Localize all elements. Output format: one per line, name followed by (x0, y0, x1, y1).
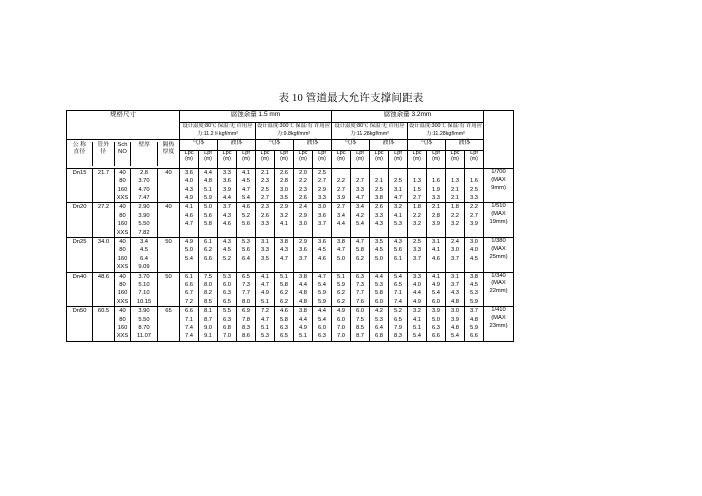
cell-value-2: 4.3 4.5 5.2 (218, 238, 237, 273)
cell-value-6: 2.9 3.6 3.7 (294, 238, 313, 273)
table-row (67, 238, 514, 273)
cell-value-11: 4.3 5.6 6.1 (389, 238, 408, 273)
cell-wall: 3.90 5.50 8.70 11.07 (131, 307, 158, 342)
cell-wall: 3.70 5.10 7.10 10.15 (131, 272, 158, 307)
cell-note: 1/380 (MAX 25mm) (484, 238, 514, 273)
cell-value-13: 3.1 4.1 4.6 (427, 238, 446, 273)
cell-value-12: 3.3 4.0 4.4 4.9 (408, 272, 427, 307)
cell-value-2: 5.3 6.0 6.3 6.5 (218, 272, 237, 307)
cell-value-5: 2.6 2.8 3.0 3.5 (275, 168, 294, 203)
cell-sch: 40 80 160 XXS (115, 272, 131, 307)
cell-value-2: 3.3 3.6 3.9 4.4 (218, 168, 237, 203)
cell-value-0: 4.9 5.0 5.4 (180, 238, 199, 273)
phase-7: 气体 (408, 139, 446, 150)
cell-value-13: 3.9 5.0 6.3 6.6 (427, 307, 446, 342)
cell-value-11: 3.2 4.1 5.3 (389, 203, 408, 238)
page-title: 表 10 管道最大允许支撑间距表 (278, 93, 424, 104)
cell-value-15: 2.2 2.7 3.9 (465, 203, 484, 238)
cell-value-8: 2.2 2.7 3.9 (332, 168, 351, 203)
cell-value-4: 4.1 4.7 4.9 5.1 (256, 272, 275, 307)
cell-value-14: 1.3 2.1 2.1 (446, 168, 465, 203)
cell-value-7: 4.4 5.4 6.0 6.3 (313, 307, 332, 342)
corrosion-group-1: 腐蚀余量 1.5 mm (180, 111, 332, 123)
cell-value-3: 6.9 7.8 8.3 8.6 (237, 307, 256, 342)
table-body (67, 168, 514, 341)
cell-dn: Dn20 (67, 203, 93, 238)
phase-6: 液体 (370, 139, 408, 150)
cell-value-15: 1.6 2.5 3.3 (465, 168, 484, 203)
cell-value-0: 3.6 4.0 4.3 4.9 (180, 168, 199, 203)
cell-wall: 3.4 4.5 6.4 9.09 (131, 238, 158, 273)
cell-value-0: 6.1 6.6 6.7 7.2 (180, 272, 199, 307)
cell-note: 1/510 (MAX 19mm) (484, 203, 514, 238)
phase-2: 液体 (218, 139, 256, 150)
cell-value-3: 4.6 5.2 5.6 (237, 203, 256, 238)
subheader-10: Lpc (m) (370, 150, 389, 168)
condition-1: 设计温度:80℃ 保温:无 许用应力:11.2８kgf/mm² (180, 123, 256, 140)
cell-value-11: 5.2 6.5 7.9 8.3 (389, 307, 408, 342)
table-row (67, 203, 514, 238)
cell-value-13: 2.1 2.8 3.9 (427, 203, 446, 238)
cell-od: 48.6 (93, 272, 115, 307)
cell-value-9: 2.7 3.3 4.7 (351, 168, 370, 203)
cell-value-0: 6.6 7.1 7.4 7.4 (180, 307, 199, 342)
phase-1: 气体 (180, 139, 218, 150)
cell-value-13: 4.1 4.9 5.4 6.0 (427, 272, 446, 307)
subheader-15: Lpf (m) (465, 150, 484, 168)
cell-wall: 2.8 3.70 4.70 7.47 (131, 168, 158, 203)
subheader-13: Lpf (m) (427, 150, 446, 168)
cell-value-8: 5.1 5.9 6.2 6.2 (332, 272, 351, 307)
cell-value-13: 1.6 1.9 3.3 (427, 168, 446, 203)
cell-dn: Dn40 (67, 272, 93, 307)
cell-value-12: 3.2 4.1 5.1 5.4 (408, 307, 427, 342)
cell-sch: 40 80 160 XXS (115, 168, 131, 203)
cell-value-1: 8.1 8.7 9.0 9.1 (199, 307, 218, 342)
subheader-6: Lpc (m) (294, 150, 313, 168)
cell-value-15: 3.0 4.0 4.5 (465, 238, 484, 273)
cell-value-0: 4.1 4.6 4.7 (180, 203, 199, 238)
cell-value-4: 2.1 2.3 2.5 2.7 (256, 168, 275, 203)
subheader-9: Lpf (m) (351, 150, 370, 168)
cell-value-12: 2.5 3.3 3.7 (408, 238, 427, 273)
cell-value-5: 3.8 4.3 4.7 (275, 238, 294, 273)
cell-note: 1/410 (MAX 23mm) (484, 307, 514, 342)
subheader-1: Lpf (m) (199, 150, 218, 168)
cell-value-7: 3.0 3.6 3.7 (313, 203, 332, 238)
subheader-14: Lpc (m) (446, 150, 465, 168)
phase-8: 液体 (446, 139, 484, 150)
col-header-wall: 壁厚 (131, 142, 158, 166)
cell-value-3: 6.5 7.3 7.7 8.0 (237, 272, 256, 307)
cell-value-8: 4.9 6.0 7.0 7.0 (332, 307, 351, 342)
cell-value-9: 6.0 7.5 8.5 8.7 (351, 307, 370, 342)
cell-value-9: 4.7 5.8 6.2 (351, 238, 370, 273)
cell-od: 21.7 (93, 168, 115, 203)
table-row (67, 168, 514, 203)
cell-od: 34.0 (93, 238, 115, 273)
note-header-cell (484, 111, 514, 169)
cell-value-7: 3.6 4.5 4.6 (313, 238, 332, 273)
cell-value-14: 1.8 2.2 3.2 (446, 203, 465, 238)
cell-value-14: 2.4 3.0 3.7 (446, 238, 465, 273)
condition-3: 设计温度:80℃ 保温:无 许用应力:11.28kgf/mm² (332, 123, 408, 140)
cell-wall: 2.90 3.90 5.50 7.82 (131, 203, 158, 238)
cell-value-2: 5.5 6.3 6.8 7.0 (218, 307, 237, 342)
col-header-sch: Sch NO (114, 142, 131, 166)
condition-4: 设计温度:300℃ 保温:有 许用应力:11.28kgf/mm² (408, 123, 484, 140)
pipe-support-spacing-table (66, 110, 514, 342)
table-row (67, 272, 514, 307)
cell-insulation: 50 (158, 238, 180, 273)
phase-3: 气体 (256, 139, 294, 150)
cell-value-12: 1.8 2.2 3.2 (408, 203, 427, 238)
cell-value-10: 4.4 5.3 5.8 6.0 (370, 272, 389, 307)
cell-dn: Dn25 (67, 238, 93, 273)
corrosion-group-2: 腐蚀余量 3.2mm (332, 111, 484, 123)
cell-value-6: 2.4 2.9 3.0 (294, 203, 313, 238)
cell-insulation: 40 (158, 168, 180, 203)
cell-value-3: 5.3 5.6 6.4 (237, 238, 256, 273)
cell-od: 60.5 (93, 307, 115, 342)
cell-note: 1/700 (MAX 9mm) (484, 168, 514, 203)
cell-od: 27.2 (93, 203, 115, 238)
cell-value-6: 2.0 2.2 2.3 2.6 (294, 168, 313, 203)
subheader-12: Lpc (m) (408, 150, 427, 168)
cell-value-4: 3.1 3.3 3.5 (256, 238, 275, 273)
subheader-5: Lpf (m) (275, 150, 294, 168)
cell-dn: Dn50 (67, 307, 93, 342)
cell-value-1: 7.5 8.0 8.2 8.5 (199, 272, 218, 307)
spec-subheader-spacer (67, 139, 180, 168)
subheader-4: Lpc (m) (256, 150, 275, 168)
col-header-dn: 公 称 直径 (72, 141, 86, 155)
cell-value-10: 4.2 5.3 6.4 6.8 (370, 307, 389, 342)
cell-sch: 40 80 160 XXS (115, 307, 131, 342)
cell-value-4: 7.2 4.7 5.1 5.3 (256, 307, 275, 342)
cell-value-14: 3.1 3.7 4.3 4.8 (446, 272, 465, 307)
cell-value-12: 1.3 1.5 2.7 (408, 168, 427, 203)
cell-dn: Dn15 (67, 168, 93, 203)
cell-insulation: 40 (158, 203, 180, 238)
cell-value-5: 4.6 5.8 6.3 6.5 (275, 307, 294, 342)
cell-value-9: 3.4 4.2 5.4 (351, 203, 370, 238)
cell-sch: 40 80 160 XXS (115, 203, 131, 238)
cell-value-1: 5.0 5.6 5.8 (199, 203, 218, 238)
subheader-8: Lpc (m) (332, 150, 351, 168)
subheader-3: Lpf (m) (237, 150, 256, 168)
subheader-11: Lpf (m) (389, 150, 408, 168)
condition-2: 设计温度:300℃ 保温:有 许用应力:9.8kgf/mm² (256, 123, 332, 140)
cell-value-4: 2.3 2.6 3.3 (256, 203, 275, 238)
cell-value-3: 4.1 4.5 4.7 5.4 (237, 168, 256, 203)
spec-header: 规格尺寸 (67, 111, 180, 140)
cell-value-10: 2.1 2.5 3.8 (370, 168, 389, 203)
cell-value-10: 2.6 3.3 4.3 (370, 203, 389, 238)
cell-value-11: 5.4 6.5 7.1 7.4 (389, 272, 408, 307)
cell-value-8: 3.8 4.7 5.0 (332, 238, 351, 273)
table-phase-row (67, 139, 514, 150)
subheader-7: Lpf (m) (313, 150, 332, 168)
phase-4: 液体 (294, 139, 332, 150)
cell-value-14: 3.0 3.9 4.8 5.4 (446, 307, 465, 342)
cell-value-15: 3.7 4.8 5.9 6.6 (465, 307, 484, 342)
cell-sch: 40 80 160 XXS (115, 238, 131, 273)
cell-value-15: 3.8 4.5 5.3 5.9 (465, 272, 484, 307)
phase-5: 气体 (332, 139, 370, 150)
table-header-band-row (67, 111, 514, 123)
cell-value-6: 3.8 4.4 4.9 5.1 (294, 307, 313, 342)
cell-value-1: 6.1 6.2 6.6 (199, 238, 218, 273)
cell-insulation: 65 (158, 307, 180, 342)
cell-value-5: 2.9 3.2 4.1 (275, 203, 294, 238)
subheader-2: Lpc (m) (218, 150, 237, 168)
cell-value-9: 6.3 7.3 7.7 7.6 (351, 272, 370, 307)
cell-value-8: 2.7 3.4 4.4 (332, 203, 351, 238)
cell-value-7: 4.7 5.4 5.9 5.9 (313, 272, 332, 307)
cell-value-7: 2.5 2.7 2.9 3.3 (313, 168, 332, 203)
cell-value-5: 5.1 5.8 6.2 6.2 (275, 272, 294, 307)
cell-value-6: 3.8 4.4 4.8 4.8 (294, 272, 313, 307)
cell-note: 1/340 (MAX 22mm) (484, 272, 514, 307)
cell-value-2: 3.7 4.3 4.6 (218, 203, 237, 238)
cell-value-1: 4.4 4.8 5.1 5.9 (199, 168, 218, 203)
cell-value-10: 3.5 4.5 5.0 (370, 238, 389, 273)
cell-value-11: 2.5 3.1 4.7 (389, 168, 408, 203)
cell-insulation: 50 (158, 272, 180, 307)
subheader-0: Lpc (m) (180, 150, 199, 168)
col-header-insulation: 隔热 厚度 (157, 142, 179, 166)
col-header-od: 管外 径 (92, 142, 114, 166)
table-row (67, 307, 514, 342)
